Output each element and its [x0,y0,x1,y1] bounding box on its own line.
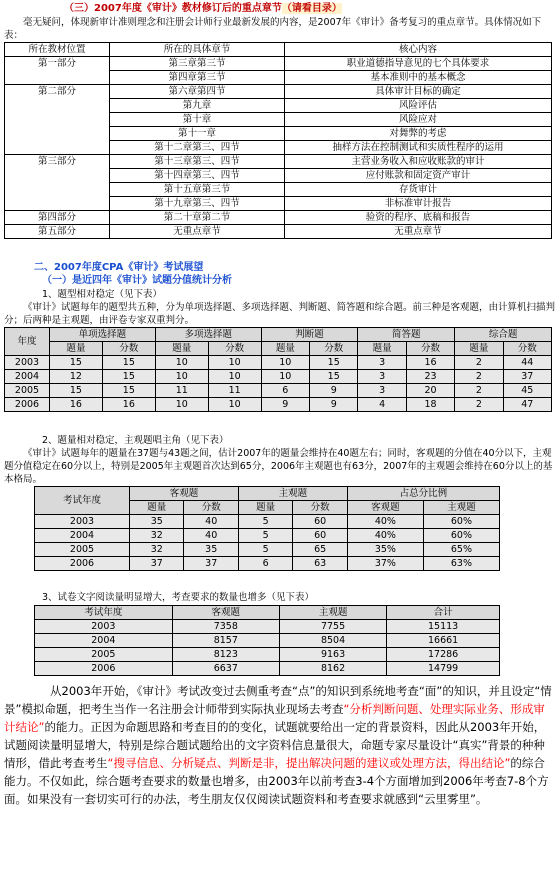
qt-value-cell: 15 [102,384,155,398]
section3-intro: 毫无疑问，体现新审计准则理念和注册会计师行业最新发展的内容，是2007年《审计》备考复习的重点章节。具体情况如下表： [4,17,542,41]
os-value-cell: 40% [347,529,423,543]
os-header-row1 [35,487,500,501]
qt-sub-score: 分数 [406,342,454,356]
qt-sub-score: 分数 [310,342,358,356]
closing-p6: 的综合能力。不仅如此，综合题考查要求的数量也增多，由2003年以前考查3-4个方面增加到2006年考查7-8个方面。如果没有一套切实可行的办法，考生朋友仅仅阅读试题资料和考查要求就感到“云里雾里”。 [4,756,549,806]
qt-group-2: 判断题 [261,328,358,342]
os-value-cell: 37% [347,557,423,571]
qt-sub-score: 分数 [208,342,261,356]
qt-value-cell: 47 [503,398,551,412]
qt-header-year: 年度 [5,328,50,356]
wc-row [35,634,500,648]
qt-row [5,384,552,398]
section3-title-paren: （请看目录） [281,3,342,14]
qt-sub-count: 题量 [261,342,309,356]
qt-row [5,356,552,370]
key-chapters-row [5,57,552,71]
os-year-cell: 2003 [35,515,130,529]
qt-value-cell: 20 [406,384,454,398]
os-sub-header: 题量 [238,501,292,515]
qt-value-cell: 44 [503,356,551,370]
wc-value-cell: 6637 [172,662,279,676]
core-content-cell: 无重点章节 [285,225,552,239]
qt-sub-count: 题量 [455,342,503,356]
chapter-cell: 第六章第四节 [110,85,285,99]
qt-group-3: 简答题 [358,328,455,342]
qt-header-row2 [5,342,552,356]
qt-value-cell: 10 [208,356,261,370]
os-value-cell: 37 [130,557,184,571]
chapter-cell: 第十九章第三、四节 [110,197,285,211]
wc-value-cell: 15113 [387,620,500,634]
qt-year-cell: 2006 [5,398,50,412]
qt-header-row1 [5,328,552,342]
qt-row [5,370,552,384]
qt-value-cell: 6 [261,384,309,398]
os-value-cell: 5 [238,529,292,543]
os-value-cell: 6 [238,557,292,571]
wc-row [35,662,500,676]
chapter-cell: 第二十章第二节 [110,211,285,225]
wc-header: 合计 [387,606,500,620]
section2-title: 二、2007年度CPA《审计》考试展望 [34,262,204,273]
qt-value-cell: 18 [406,398,454,412]
header-chapter: 所在的具体章节 [110,43,285,57]
qt-group-1: 多项选择题 [155,328,261,342]
qt-value-cell: 45 [503,384,551,398]
os-value-cell: 40 [184,515,238,529]
qt-sub-count: 题量 [50,342,103,356]
qt-group-4: 综合题 [455,328,552,342]
os-value-cell: 60 [293,529,347,543]
wc-value-cell: 9163 [279,648,386,662]
qt-sub-count: 题量 [155,342,208,356]
chapter-cell: 第十二章第三、四节 [110,141,285,155]
qt-value-cell: 3 [358,384,406,398]
chapter-cell: 第十章 [110,113,285,127]
core-content-cell: 对舞弊的考虑 [285,127,552,141]
os-value-cell: 63 [293,557,347,571]
key-chapters-table [4,42,552,239]
wc-row [35,648,500,662]
key-chapters-row [5,225,552,239]
section3-title-main: （三）2007年度《审计》教材修订后的重点章节 [64,3,282,14]
os-value-cell: 35% [347,543,423,557]
qt-value-cell: 3 [358,370,406,384]
os-value-cell: 40 [184,529,238,543]
qt-value-cell: 23 [406,370,454,384]
qt-value-cell: 10 [261,356,309,370]
wc-year-cell: 2003 [35,620,173,634]
qt-year-cell: 2003 [5,356,50,370]
qt-sub-score: 分数 [102,342,155,356]
closing-p4: 的能力。正因为命题思路和考查目的的变化，试题就要给出一定的背景资料，因此从2003年开始，试题阅读量明显增大，特别是综合题试题给出的文字资料信息量很大，命题专家尽量设计“真实”背景的种种情形，借此考查考生 [4,720,546,770]
key-chapters-body [5,57,552,239]
os-value-cell: 60% [423,515,499,529]
chapter-cell: 第十四章第三、四节 [110,169,285,183]
part-cell: 第一部分 [5,57,110,85]
chapter-cell: 无重点章节 [110,225,285,239]
os-value-cell: 60 [293,515,347,529]
closing-p2: “点”的知识到系统地考查“面”的知识，并且设定“情景”模拟命题，把考生当作一名注册会计师带到实际执业现场去考查 [4,684,552,716]
qt-value-cell: 37 [503,370,551,384]
os-value-cell: 65 [293,543,347,557]
qt-value-cell: 10 [155,370,208,384]
os-group-0: 客观题 [130,487,239,501]
wc-value-cell: 8504 [279,634,386,648]
qt-value-cell: 3 [358,356,406,370]
qt-value-cell: 16 [50,398,103,412]
os-sub-header: 主观题 [423,501,499,515]
chapter-cell: 第九章 [110,99,285,113]
item3-title: 3、试卷文字阅读量明显增大，考查要求的数量也增多（见下表） [42,592,315,603]
qt-year-cell: 2005 [5,384,50,398]
os-sub-header: 分数 [184,501,238,515]
qt-value-cell: 11 [155,384,208,398]
qt-value-cell: 2 [455,398,503,412]
wc-value-cell: 14799 [387,662,500,676]
os-group-1: 主观题 [238,487,347,501]
closing-p1: 从2003年开始，《审计》考试改变过去侧重考查 [50,684,293,698]
qt-value-cell: 10 [208,398,261,412]
core-content-cell: 职业道德指导意见的七个具体要求 [285,57,552,71]
part-cell: 第二部分 [5,85,110,155]
qt-value-cell: 2 [455,384,503,398]
qt-value-cell: 15 [50,384,103,398]
os-value-cell: 40% [347,515,423,529]
chapter-cell: 第十五章第三节 [110,183,285,197]
os-value-cell: 5 [238,543,292,557]
word-count-table [34,605,500,676]
wc-value-cell: 8162 [279,662,386,676]
os-row [35,557,500,571]
core-content-cell: 具体审计目标的确定 [285,85,552,99]
qt-value-cell: 10 [261,370,309,384]
qt-value-cell: 9 [261,398,309,412]
part-cell: 第五部分 [5,225,110,239]
wc-body [35,620,500,676]
os-value-cell: 35 [184,543,238,557]
wc-year-cell: 2004 [35,634,173,648]
os-value-cell: 37 [184,557,238,571]
wc-value-cell: 16661 [387,634,500,648]
objective-subjective-table [34,486,500,571]
os-group-2: 占总分比例 [347,487,499,501]
wc-value-cell: 17286 [387,648,500,662]
qt-sub-count: 题量 [358,342,406,356]
qt-value-cell: 10 [155,398,208,412]
section2-subtitle: （一）是近四年《审计》试题分值统计分析 [42,275,232,286]
core-content-cell: 应付账款和固定资产审计 [285,169,552,183]
qt-value-cell: 11 [208,384,261,398]
core-content-cell: 验资的程序、底稿和报告 [285,211,552,225]
qt-value-cell: 9 [310,398,358,412]
os-sub-header: 分数 [293,501,347,515]
key-chapters-row [5,155,552,169]
key-chapters-header [5,43,552,57]
core-content-cell: 风险应对 [285,113,552,127]
qt-value-cell: 15 [102,370,155,384]
qt-value-cell: 9 [310,384,358,398]
os-row [35,543,500,557]
os-value-cell: 65% [423,543,499,557]
core-content-cell: 非标准审计报告 [285,197,552,211]
qt-value-cell: 15 [102,356,155,370]
os-value-cell: 32 [130,543,184,557]
chapter-cell: 第四章第三节 [110,71,285,85]
wc-header-row [35,606,500,620]
item2-text: 《审计》试题每年的题量在37题与43题之间，估计2007年的题量会维持在40题左右；同时，客观题的分值在40分以下，主观题分值稳定在60分以上，特别是2005年主观题首次达到65分，2006年主观题也有63分，2007年的主观题会维持在60分以上的基本格局。 [4,448,553,485]
qt-body [5,356,552,412]
chapter-cell: 第十三章第三、四节 [110,155,285,169]
qt-group-0: 单项选择题 [50,328,156,342]
os-value-cell: 32 [130,529,184,543]
qt-value-cell: 10 [208,370,261,384]
item1-title: 1、题型相对稳定（见下表） [42,289,163,300]
os-value-cell: 60% [423,529,499,543]
item1-text: 《审计》试题每年的题型共五种，分为单项选择题、多项选择题、判断题、简答题和综合题。前三种是客观题，由计算机扫描判分；后两种是主观题，由评卷专家双重判分。 [4,302,556,326]
chapter-cell: 第十一章 [110,127,285,141]
qt-value-cell: 10 [155,356,208,370]
section3-title [64,2,556,15]
os-value-cell: 5 [238,515,292,529]
chapter-cell: 第三章第三节 [110,57,285,71]
os-value-cell: 63% [423,557,499,571]
os-body [35,515,500,571]
qt-value-cell: 16 [406,356,454,370]
qt-row [5,398,552,412]
part-cell: 第三部分 [5,155,110,211]
header-core: 核心内容 [285,43,552,57]
wc-value-cell: 8157 [172,634,279,648]
qt-value-cell: 2 [455,370,503,384]
qt-value-cell: 4 [358,398,406,412]
qt-value-cell: 16 [102,398,155,412]
wc-value-cell: 7358 [172,620,279,634]
os-row [35,529,500,543]
os-year-cell: 2005 [35,543,130,557]
question-type-table [4,327,552,412]
os-value-cell: 35 [130,515,184,529]
closing-p5-red: “搜寻信息、分析疑点、判断是非，提出解决问题的建议或处理方法，得出结论” [107,756,511,770]
wc-header: 考试年度 [35,606,173,620]
key-chapters-row [5,211,552,225]
core-content-cell: 风险评估 [285,99,552,113]
os-header-year: 考试年度 [35,487,130,515]
qt-value-cell: 15 [310,356,358,370]
closing-paragraph [4,682,556,808]
closing-p3-red: “分析判断问题、处理实际业务、形成审计结论” [4,702,545,734]
qt-value-cell: 15 [310,370,358,384]
core-content-cell: 抽样方法在控制测试和实质性程序的运用 [285,141,552,155]
wc-year-cell: 2005 [35,648,173,662]
wc-row [35,620,500,634]
qt-value-cell: 12 [50,370,103,384]
item2-title: 2、题量相对稳定，主观题唱主角（见下表） [42,435,229,446]
os-sub-header: 客观题 [347,501,423,515]
core-content-cell: 存货审计 [285,183,552,197]
wc-header: 客观题 [172,606,279,620]
os-year-cell: 2006 [35,557,130,571]
key-chapters-row [5,85,552,99]
document-page [4,2,556,808]
wc-year-cell: 2006 [35,662,173,676]
core-content-cell: 基本准则中的基本概念 [285,71,552,85]
qt-sub-score: 分数 [503,342,551,356]
qt-year-cell: 2004 [5,370,50,384]
core-content-cell: 主营业务收入和应收账款的审计 [285,155,552,169]
os-row [35,515,500,529]
qt-value-cell: 2 [455,356,503,370]
qt-value-cell: 15 [50,356,103,370]
part-cell: 第四部分 [5,211,110,225]
os-sub-header: 题量 [130,501,184,515]
wc-value-cell: 8123 [172,648,279,662]
header-location: 所在教材位置 [5,43,110,57]
wc-value-cell: 7755 [279,620,386,634]
wc-header: 主观题 [279,606,386,620]
os-year-cell: 2004 [35,529,130,543]
